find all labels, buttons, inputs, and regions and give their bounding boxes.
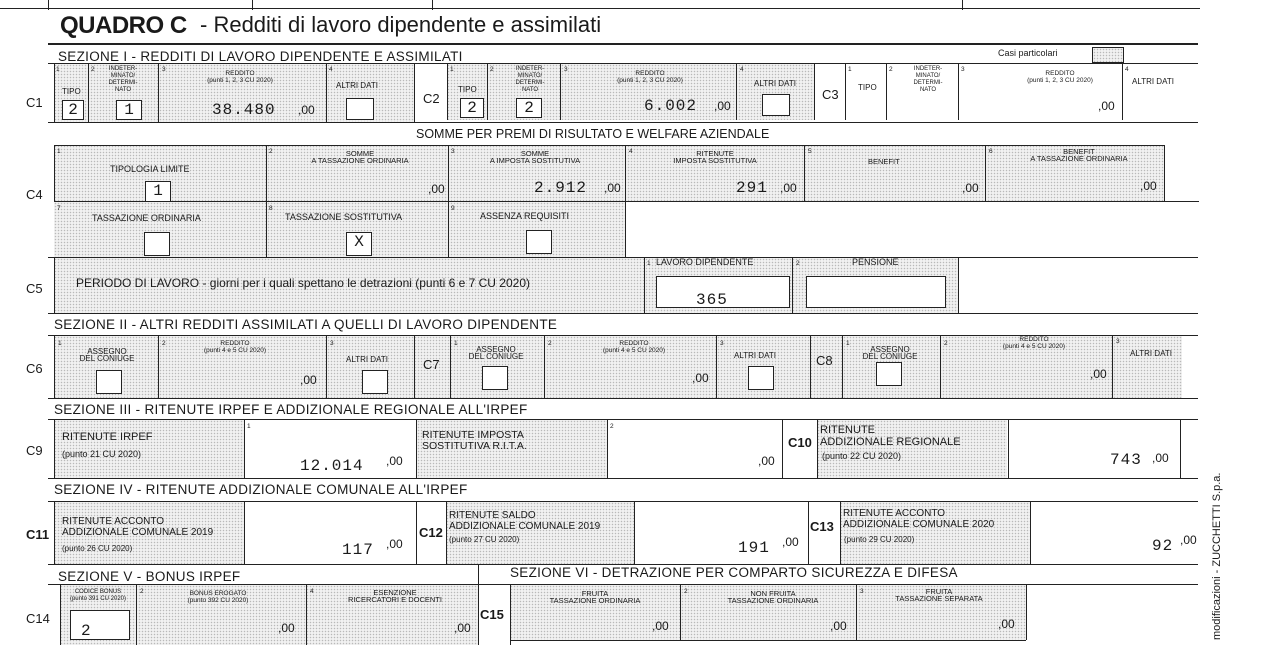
c15-f3-dec: ,00 bbox=[998, 617, 1015, 631]
c4-ord-label: SOMME A TASSAZIONE ORDINARIA bbox=[311, 149, 409, 165]
c3-indet-label: INDETER- MINATO/ DETERMI- NATO bbox=[913, 66, 943, 93]
row-c14: C14 bbox=[26, 611, 50, 626]
c13-acc20-dec: ,00 bbox=[1180, 533, 1197, 547]
c1-reddito-label bbox=[170, 70, 310, 84]
c4-benefit-dec: ,00 bbox=[962, 181, 979, 195]
row-c13: C13 bbox=[810, 519, 834, 534]
row-c10: C10 bbox=[788, 435, 812, 450]
somme-title: SOMME PER PREMI DI RISULTATO E WELFARE AZIENDALE bbox=[416, 127, 770, 141]
c3-reddito-sub: (punti 1, 2, 3 CU 2020) bbox=[1027, 77, 1093, 84]
c5-label: PERIODO DI LAVORO - giorni per i quali spettano le detrazioni (punti 6 e 7 CU 2020) bbox=[76, 276, 530, 290]
c1-reddito-sub: (punti 1, 2, 3 CU 2020) bbox=[207, 77, 273, 84]
c2-reddito-label bbox=[580, 70, 720, 84]
row-c4: C4 bbox=[26, 187, 43, 202]
c2-reddito-title: REDDITO bbox=[635, 70, 665, 77]
c9-irpef-value[interactable]: 12.014 bbox=[300, 457, 364, 475]
casi-particolari-box[interactable] bbox=[1092, 47, 1124, 63]
c3-tipo-label: TIPO bbox=[858, 83, 877, 92]
c2-tipo-field[interactable]: 2 bbox=[460, 98, 484, 118]
c4-benefit-label: BENEFIT bbox=[868, 157, 900, 166]
c15-f1-label: FRUITA TASSAZIONE ORDINARIA bbox=[549, 589, 641, 605]
section-2-title: SEZIONE II - ALTRI REDDITI ASSIMILATI A QUELLI DI LAVORO DIPENDENTE bbox=[54, 317, 558, 332]
c7-altri-label: ALTRI DATI bbox=[734, 351, 776, 360]
c5-giorni-value: 365 bbox=[696, 291, 728, 309]
c4-assenza-check[interactable] bbox=[526, 230, 552, 254]
c1-reddito-value[interactable]: 38.480 bbox=[212, 101, 276, 119]
c1-reddito-dec: ,00 bbox=[298, 103, 315, 117]
section-3-title: SEZIONE III - RITENUTE IRPEF E ADDIZIONALE REGIONALE ALL'IRPEF bbox=[54, 402, 528, 417]
c15-f2-dec: ,00 bbox=[830, 619, 847, 633]
c4-tass-ord-check[interactable] bbox=[144, 232, 170, 256]
c14-erog-label: BONUS EROGATO (punto 392 CU 2020) bbox=[187, 590, 249, 604]
c6-altri-field[interactable] bbox=[362, 370, 388, 394]
c13-acc20-value[interactable]: 92 bbox=[1152, 537, 1174, 555]
row-c9: C9 bbox=[26, 443, 43, 458]
c9-irpef-dec: ,00 bbox=[386, 454, 403, 468]
side-publisher-text: modificazioni - ZUCCHETTI S.p.a. bbox=[1211, 472, 1223, 640]
c2-reddito-dec: ,00 bbox=[714, 99, 731, 113]
c1-indet-label: INDETER- MINATO/ DETERMI- NATO bbox=[108, 66, 138, 93]
c8-assegno-label: ASSEGNO DEL CONIUGE bbox=[862, 345, 918, 361]
row-c1: C1 bbox=[26, 95, 43, 110]
c2-tipo-label: TIPO bbox=[458, 85, 477, 94]
c1-tipo-label: TIPO bbox=[62, 87, 81, 96]
casi-particolari-label: Casi particolari bbox=[998, 48, 1058, 58]
c7-assegno-field[interactable] bbox=[482, 366, 508, 390]
c14-cod-label: CODICE BONUS (punto 391 CU 2020) bbox=[69, 589, 127, 602]
c4-sost-dec: ,00 bbox=[604, 181, 621, 195]
c8-altri-label: ALTRI DATI bbox=[1130, 349, 1172, 358]
c14-erog-dec: ,00 bbox=[278, 621, 295, 635]
c15-f3-label: FRUITA TASSAZIONE SEPARATA bbox=[895, 587, 983, 603]
c12-saldo-label: RITENUTE SALDO ADDIZIONALE COMUNALE 2019 bbox=[449, 510, 601, 532]
c12-saldo-value[interactable]: 191 bbox=[738, 539, 770, 557]
c9-irpef-label: RITENUTE IRPEF bbox=[62, 431, 153, 443]
c9-irpef-sub: (punto 21 CU 2020) bbox=[62, 449, 142, 459]
c8-reddito-sub: (punti 4 e 5 CU 2020) bbox=[1002, 343, 1066, 350]
c4-rit-label: RITENUTE IMPOSTA SOSTITUTIVA bbox=[673, 149, 757, 165]
c8-reddito-title: REDDITO bbox=[1019, 336, 1049, 343]
c2-reddito-value[interactable]: 6.002 bbox=[644, 97, 698, 115]
c6-altri-label: ALTRI DATI bbox=[346, 355, 388, 364]
c8-assegno-field[interactable] bbox=[876, 362, 902, 386]
row-c7: C7 bbox=[423, 357, 440, 372]
row-c11: C11 bbox=[26, 527, 50, 542]
c3-reddito-title: REDDITO bbox=[1045, 70, 1075, 77]
c6-reddito-title: REDDITO bbox=[220, 340, 250, 347]
c14-esenz-dec: ,00 bbox=[454, 621, 471, 635]
c7-reddito-sub: (punti 4 e 5 CU 2020) bbox=[602, 347, 666, 354]
c2-altri-label: ALTRI DATI bbox=[754, 79, 796, 88]
c9-riita-label: RITENUTE IMPOSTA SOSTITUTIVA R.I.T.A. bbox=[422, 429, 527, 452]
c12-saldo-dec: ,00 bbox=[782, 535, 799, 549]
c9-riita-dec: ,00 bbox=[758, 454, 775, 468]
quadro-code: QUADRO C bbox=[60, 12, 187, 39]
c11-acc19-label: RITENUTE ACCONTO ADDIZIONALE COMUNALE 2019 bbox=[62, 516, 214, 538]
c4-tipologia-field[interactable]: 1 bbox=[145, 181, 171, 203]
c7-assegno-label: ASSEGNO DEL CONIUGE bbox=[468, 345, 524, 361]
c6-reddito-label bbox=[180, 340, 290, 354]
c6-assegno-field[interactable] bbox=[96, 370, 122, 394]
c6-reddito-dec: ,00 bbox=[300, 373, 317, 387]
c4-rit-value[interactable]: 291 bbox=[736, 179, 768, 197]
row-c12: C12 bbox=[419, 525, 443, 540]
c1-altri-field[interactable] bbox=[346, 98, 374, 120]
row-c3: C3 bbox=[822, 87, 839, 102]
section-4-title: SEZIONE IV - RITENUTE ADDIZIONALE COMUNALE ALL'IRPEF bbox=[54, 482, 468, 497]
quadro-title: - Redditi di lavoro dipendente e assimilati bbox=[200, 12, 602, 37]
c2-indet-field[interactable]: 2 bbox=[516, 98, 542, 118]
c3-reddito-dec: ,00 bbox=[1098, 99, 1115, 113]
c5-pens-field[interactable] bbox=[806, 276, 946, 308]
c15-f2-label: NON FRUITA TASSAZIONE ORDINARIA bbox=[727, 589, 819, 605]
row-c8: C8 bbox=[816, 353, 833, 368]
c4-tass-sost-label: TASSAZIONE SOSTITUTIVA bbox=[285, 212, 403, 222]
c7-reddito-title: REDDITO bbox=[619, 340, 649, 347]
c7-altri-field[interactable] bbox=[748, 366, 774, 390]
c4-rit-dec: ,00 bbox=[780, 181, 797, 195]
c4-benefit-ord-label: BENEFIT A TASSAZIONE ORDINARIA bbox=[1030, 147, 1128, 163]
c7-reddito-dec: ,00 bbox=[692, 371, 709, 385]
c3-altri-label: ALTRI DATI bbox=[1132, 77, 1174, 86]
c4-ord-dec: ,00 bbox=[428, 182, 445, 196]
c11-acc19-dec: ,00 bbox=[386, 537, 403, 551]
c2-reddito-sub: (punti 1, 2, 3 CU 2020) bbox=[617, 77, 683, 84]
c3-reddito-label bbox=[990, 70, 1130, 84]
c4-sost-label: SOMME A IMPOSTA SOSTITUTIVA bbox=[489, 149, 581, 165]
c4-sost-value[interactable]: 2.912 bbox=[534, 179, 588, 197]
row-c15: C15 bbox=[480, 607, 504, 622]
c13-acc20-label: RITENUTE ACCONTO ADDIZIONALE COMUNALE 2020 bbox=[843, 508, 995, 530]
c1-tipo-field[interactable]: 2 bbox=[62, 100, 84, 120]
c11-acc19-value[interactable]: 117 bbox=[342, 541, 374, 559]
c13-acc20-sub: (punto 29 CU 2020) bbox=[844, 535, 915, 544]
c10-reg-label: RITENUTE ADDIZIONALE REGIONALE bbox=[820, 424, 961, 448]
c6-reddito-sub: (punti 4 e 5 CU 2020) bbox=[203, 347, 267, 354]
c4-tass-sost-check[interactable]: X bbox=[346, 232, 372, 256]
c8-reddito-label bbox=[974, 336, 1094, 350]
row-c6: C6 bbox=[26, 361, 43, 376]
c11-acc19-sub: (punto 26 CU 2020) bbox=[62, 544, 133, 553]
c14-esenz-label: ESENZIONE RICERCATORI E DOCENTI bbox=[348, 588, 442, 604]
c10-reg-value[interactable]: 743 bbox=[1110, 451, 1142, 469]
quadro-title-text: Redditi di lavoro dipendente e assimilati bbox=[213, 12, 602, 37]
c15-f1-dec: ,00 bbox=[652, 619, 669, 633]
section-1-title: SEZIONE I - REDDITI DI LAVORO DIPENDENTE E ASSIMILATI bbox=[58, 49, 463, 64]
c6-assegno-label: ASSEGNO DEL CONIUGE bbox=[79, 347, 135, 363]
section-5-title: SEZIONE V - BONUS IRPEF bbox=[58, 569, 241, 584]
c14-cod-field[interactable]: 2 bbox=[70, 610, 130, 640]
section-6-title: SEZIONE VI - DETRAZIONE PER COMPARTO SICUREZZA E DIFESA bbox=[510, 565, 958, 580]
c2-indet-label: INDETER- MINATO/ DETERMI- NATO bbox=[515, 66, 545, 93]
c10-reg-sub: (punto 22 CU 2020) bbox=[822, 451, 902, 461]
c1-indet-field[interactable]: 1 bbox=[116, 100, 142, 120]
c4-benefit-ord-dec: ,00 bbox=[1140, 179, 1157, 193]
c5-lav-label: LAVORO DIPENDENTE bbox=[656, 257, 754, 267]
c1-reddito-title: REDDITO bbox=[225, 70, 255, 77]
c10-reg-dec: ,00 bbox=[1152, 451, 1169, 465]
c4-assenza-label: ASSENZA REQUISITI bbox=[480, 211, 570, 221]
row-c5: C5 bbox=[26, 281, 43, 296]
c8-reddito-dec: ,00 bbox=[1090, 367, 1107, 381]
c5-pens-label: PENSIONE bbox=[852, 257, 899, 267]
c4-tass-ord-label: TASSAZIONE ORDINARIA bbox=[92, 213, 201, 223]
c4-tipologia-label: TIPOLOGIA LIMITE bbox=[110, 164, 190, 174]
c12-saldo-sub: (punto 27 CU 2020) bbox=[449, 535, 520, 544]
c2-altri-field[interactable] bbox=[762, 94, 790, 116]
row-c2: C2 bbox=[423, 91, 440, 106]
c1-altri-label: ALTRI DATI bbox=[336, 81, 378, 90]
c7-reddito-label bbox=[574, 340, 694, 354]
